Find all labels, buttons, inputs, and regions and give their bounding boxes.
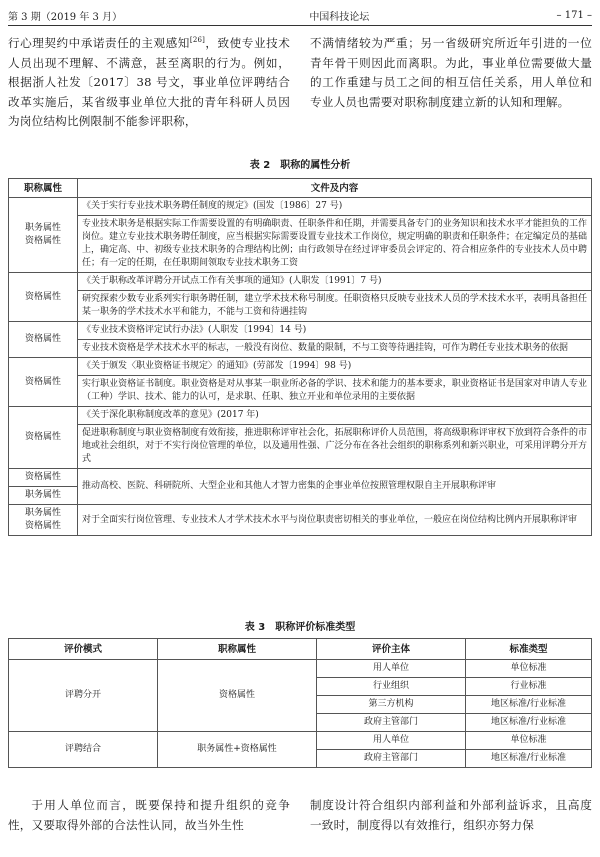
content-cell: 研究探索少数专业系列实行职务聘任制，建立学术技术称号制度。任职资格只反映专业技术人员的学术技术水平，表明具备担任某一职务的学术技术水平和能力，不能与工资和待遇挂钩 [78, 291, 592, 322]
attribute-cell: 资格属性 [158, 660, 317, 732]
table2 [8, 178, 592, 536]
subject-cell: 政府主管部门 [317, 750, 466, 768]
attribute-cell: 资格属性 [9, 358, 78, 407]
attribute-cell [9, 198, 78, 273]
column-header: 标准类型 [466, 639, 592, 660]
document-cell: 《关于实行专业技术职务聘任制度的规定》(国发〔1986〕27 号) [78, 198, 592, 216]
mode-cell: 评聘结合 [9, 732, 158, 768]
content-cell: 专业技术资格是学术技术水平的标志，一般没有岗位、数量的限制，不与工资等待遇挂钩，可作为聘任专业技术职务的依据 [78, 340, 592, 358]
attribute-text: 职务属性 资格属性 [24, 508, 61, 531]
table3 [8, 638, 592, 768]
standard-cell: 地区标准/行业标准 [466, 714, 592, 732]
table2-caption: 表 2 职称的属性分析 [249, 160, 351, 171]
table-row [9, 340, 592, 358]
standard-cell: 单位标准 [466, 732, 592, 750]
table-row [9, 358, 592, 376]
subject-cell: 行业组织 [317, 678, 466, 696]
table-row [9, 469, 592, 487]
attribute-cell [9, 505, 78, 536]
paragraph-text: 行心理契约中承诺责任的主观感知 [8, 36, 190, 50]
attribute-cell: 资格属性 [9, 469, 78, 487]
attribute-cell: 职务属性 [9, 487, 78, 505]
column-header: 职称属性 [158, 639, 317, 660]
content-cell: 实行职业资格证书制度。职业资格是对从事某一职业所必备的学识、技术和能力的基本要求，职业资格证书是国家对申请人专业（工种）学识、技术、能力的认可，是求职、任职、独立开业和单位录用的主要依据 [78, 376, 592, 407]
document-cell: 《关于深化职称制度改革的意见》(2017 年) [78, 407, 592, 425]
mode-cell: 评聘分开 [9, 660, 158, 732]
table-row [9, 425, 592, 469]
body-top-left-column [8, 34, 290, 132]
paragraph-text: 于用人单位而言，既要保持和提升组织的竞争性，又要取得外部的合法性认同，故当外生性 [8, 798, 290, 832]
paragraph-text: 制度设计符合组织内部利益和外部利益诉求，且高度一致时，制度得以有效推行，组织亦努力保 [310, 798, 592, 832]
table-row [9, 407, 592, 425]
document-cell: 《关于颁发〈职业资格证书规定〉的通知》(劳部发〔1994〕98 号) [78, 358, 592, 376]
table-row [9, 216, 592, 273]
attribute-cell: 资格属性 [9, 407, 78, 469]
subject-cell: 用人单位 [317, 660, 466, 678]
column-header: 评价模式 [9, 639, 158, 660]
table-row [9, 322, 592, 340]
table-header-row [9, 639, 592, 660]
page-number: – 171 – [556, 9, 592, 21]
table-row [9, 732, 592, 750]
attribute-cell: 资格属性 [9, 322, 78, 358]
header-rule [8, 25, 592, 26]
document-cell: 《专业技术资格评定试行办法》(人职发〔1994〕14 号) [78, 322, 592, 340]
body-bottom-right-column [310, 796, 592, 835]
issue-label: 第 3 期（2019 年 3 月） [8, 11, 123, 23]
table-row [9, 291, 592, 322]
table-row [9, 273, 592, 291]
column-header: 文件及内容 [78, 179, 592, 198]
body-bottom-left-column [8, 796, 290, 835]
subject-cell: 用人单位 [317, 732, 466, 750]
standard-cell: 单位标准 [466, 660, 592, 678]
table-row [9, 505, 592, 536]
running-header [8, 6, 592, 24]
column-header: 职称属性 [9, 179, 78, 198]
content-cell: 推动高校、医院、科研院所、大型企业和其他人才智力密集的企事业单位按照管理权限自主开展职称评审 [78, 469, 592, 505]
subject-cell: 第三方机构 [317, 696, 466, 714]
content-cell: 专业技术职务是根据实际工作需要设置的有明确职责、任职条件和任期，并需要具备专门的业务知识和技术水平才能担负的工作岗位。建立专业技术职务聘任制度，应当根据实际需要设置专业技术工作岗位，规定明确的职责和任职条件；在定编定员的基础上，确定高、中、初级专业技术职务的合理结构比例；由行政领导在经过评审委员会评定的、符合相应条件的专业技术人员中聘任；有一定的任期，在任职期间领取专业技术职务工资 [78, 216, 592, 273]
table-row [9, 376, 592, 407]
paragraph-text: ，致使专业技术人员出现不理解、不满意，甚至离职的行为。例如，根据浙人社发〔2017〕38 号文，事业单位评聘结合改革实施后，某省级事业单位大批的青年科研人员因为岗位结构比例限制不能参评职称， [8, 36, 290, 129]
column-header: 评价主体 [317, 639, 466, 660]
paragraph-text: 不满情绪较为严重；另一省级研究所近年引进的一位青年骨干则因此而离职。为此，事业单位需要做大量的工作重建与员工之间的相互信任关系，用人单位和专业人员也需要对职称制度建立新的认知和理解。 [310, 36, 592, 109]
attribute-cell: 资格属性 [9, 273, 78, 322]
journal-name: 中国科技论坛 [309, 11, 370, 23]
standard-cell: 地区标准/行业标准 [466, 750, 592, 768]
attribute-cell: 职务属性+资格属性 [158, 732, 317, 768]
content-cell: 对于全面实行岗位管理、专业技术人才学术技术水平与岗位职责密切相关的事业单位，一般应在岗位结构比例内开展职称评审 [78, 505, 592, 536]
table3-caption: 表 3 职称评价标准类型 [244, 622, 356, 633]
body-top-right-column [310, 34, 592, 112]
subject-cell: 政府主管部门 [317, 714, 466, 732]
document-cell: 《关于职称改革评聘分开试点工作有关事项的通知》(人职发〔1991〕7 号) [78, 273, 592, 291]
attribute-text: 职务属性 资格属性 [24, 223, 61, 246]
content-cell: 促进职称制度与职业资格制度有效衔接，推进职称评审社会化，拓展职称评价人员范围，将高级职称评审权下放到符合条件的市地或社会组织，对于不实行岗位管理的单位，以及通用性强、广泛分布在各社会组织的职称系列和新兴职业，可采用评聘分开方式 [78, 425, 592, 469]
citation-ref: [26] [189, 36, 206, 45]
standard-cell: 地区标准/行业标准 [466, 696, 592, 714]
table-header-row [9, 179, 592, 198]
table-row [9, 198, 592, 216]
standard-cell: 行业标准 [466, 678, 592, 696]
table-row [9, 660, 592, 678]
